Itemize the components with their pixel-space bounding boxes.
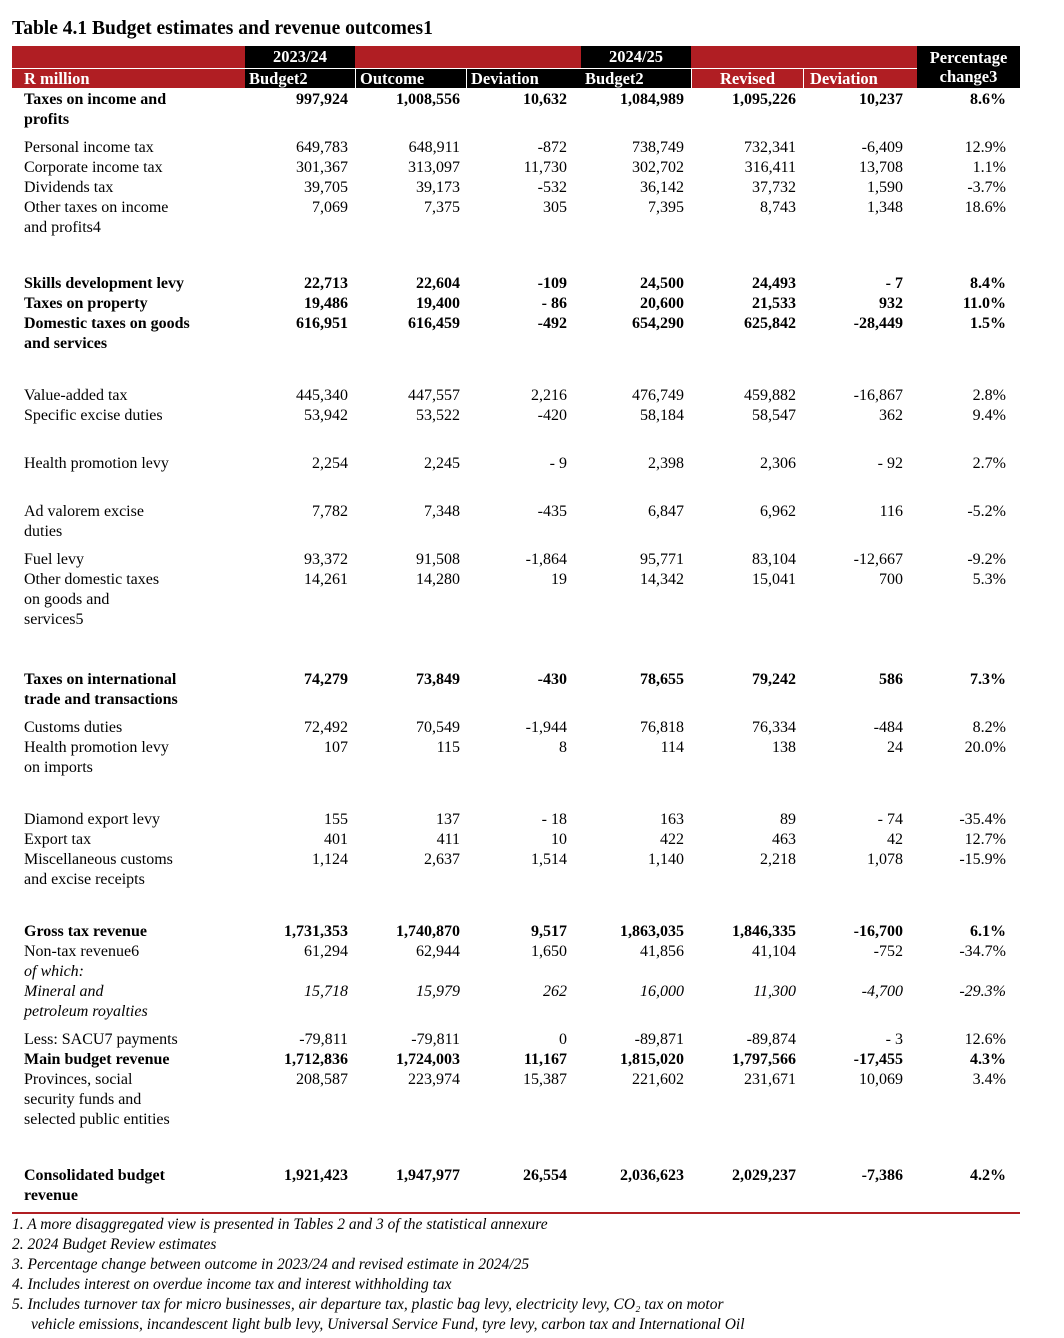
row-label: Provinces, social security funds and selected public entities <box>24 1071 170 1128</box>
cell-deviation-2024: - 92 <box>877 455 903 472</box>
cell-deviation-2024: 700 <box>879 571 903 588</box>
cell-deviation-2023: -435 <box>537 503 567 520</box>
cell-deviation-2024: -16,700 <box>853 923 903 940</box>
cell-revised-2024: 138 <box>772 739 796 756</box>
row-label: Skills development levy <box>24 275 185 292</box>
cell-deviation-2024: 116 <box>879 503 903 520</box>
cell-pct-change: 11.0% <box>962 295 1006 312</box>
row-label: Dividends tax <box>24 179 114 196</box>
cell-deviation-2023: 11,167 <box>523 1051 567 1068</box>
cell-deviation-2024: 1,590 <box>867 179 903 196</box>
row-label: Gross tax revenue <box>24 923 147 940</box>
cell-outcome-2023: 447,557 <box>408 387 460 404</box>
cell-outcome-2023: 313,097 <box>408 159 460 176</box>
cell-revised-2024: 8,743 <box>760 199 796 216</box>
cell-deviation-2024: -4,700 <box>861 983 903 1000</box>
row-label: Fuel levy <box>24 551 84 568</box>
cell-budget-2023: 7,069 <box>312 199 348 216</box>
cell-deviation-2023: 305 <box>543 199 567 216</box>
cell-deviation-2023: - 9 <box>549 455 567 472</box>
cell-deviation-2024: 10,237 <box>859 91 903 108</box>
cell-deviation-2023: - 18 <box>541 811 567 828</box>
col-revised-2024: Revised <box>692 69 803 88</box>
cell-outcome-2023: 2,245 <box>424 455 460 472</box>
row-label: Less: SACU7 payments <box>24 1031 178 1048</box>
cell-budget-2023: 616,951 <box>296 315 348 332</box>
header-blank-mid <box>355 46 581 68</box>
cell-revised-2024: 11,300 <box>753 983 796 1000</box>
cell-budget-2024: 476,749 <box>632 387 684 404</box>
cell-budget-2023: 301,367 <box>296 159 348 176</box>
cell-budget-2023: 19,486 <box>304 295 348 312</box>
cell-budget-2024: 2,036,623 <box>620 1167 684 1184</box>
cell-outcome-2023: 70,549 <box>416 719 460 736</box>
cell-deviation-2023: 10 <box>551 831 567 848</box>
cell-budget-2023: 74,279 <box>304 671 348 688</box>
cell-deviation-2023: -872 <box>537 139 567 156</box>
cell-outcome-2023: 7,375 <box>424 199 460 216</box>
cell-pct-change: -35.4% <box>959 811 1006 828</box>
cell-deviation-2023: 0 <box>559 1031 567 1048</box>
cell-deviation-2023: - 86 <box>541 295 567 312</box>
cell-pct-change: -3.7% <box>967 179 1006 196</box>
cell-pct-change: 8.4% <box>970 275 1006 292</box>
cell-budget-2023: 445,340 <box>296 387 348 404</box>
cell-outcome-2023: 7,348 <box>424 503 460 520</box>
footnote-5: 5. Includes turnover tax for micro businesses, air departure tax, plastic bag levy, electricity levy, CO₂ tax on motor <box>12 1296 724 1313</box>
cell-deviation-2023: 1,514 <box>531 851 567 868</box>
cell-budget-2023: 61,294 <box>304 943 348 960</box>
cell-revised-2024: 316,411 <box>744 159 796 176</box>
cell-deviation-2024: 362 <box>879 407 903 424</box>
cell-deviation-2024: -12,667 <box>853 551 903 568</box>
unit-label: R million <box>12 69 245 88</box>
cell-budget-2023: 1,712,836 <box>284 1051 348 1068</box>
cell-pct-change: 5.3% <box>972 571 1006 588</box>
cell-budget-2023: 1,731,353 <box>284 923 348 940</box>
cell-pct-change: -9.2% <box>967 551 1006 568</box>
row-label: Value-added tax <box>24 387 128 404</box>
cell-deviation-2024: 10,069 <box>859 1071 903 1088</box>
row-label: Health promotion levy <box>24 455 169 472</box>
cell-deviation-2024: 24 <box>887 739 903 756</box>
cell-pct-change: 2.7% <box>972 455 1006 472</box>
cell-budget-2023: 93,372 <box>304 551 348 568</box>
row-label: Domestic taxes on goods and services <box>24 315 190 352</box>
cell-budget-2024: 2,398 <box>648 455 684 472</box>
year-2024-label: 2024/25 <box>581 46 691 68</box>
header-blank-left <box>12 46 245 68</box>
cell-budget-2024: 78,655 <box>640 671 684 688</box>
cell-outcome-2023: 22,604 <box>416 275 460 292</box>
cell-outcome-2023: 115 <box>436 739 460 756</box>
cell-deviation-2024: -16,867 <box>853 387 903 404</box>
cell-revised-2024: 21,533 <box>752 295 796 312</box>
col-budget-2024: Budget2 <box>581 69 691 88</box>
cell-deviation-2023: 262 <box>543 983 567 1000</box>
cell-revised-2024: 58,547 <box>752 407 796 424</box>
cell-pct-change: 1.5% <box>970 315 1006 332</box>
row-label: Taxes on property <box>24 295 148 312</box>
cell-budget-2024: 422 <box>660 831 684 848</box>
year-2023-label: 2023/24 <box>245 46 355 68</box>
cell-deviation-2023: 11,730 <box>523 159 567 176</box>
row-label: Mineral and petroleum royalties <box>24 983 148 1020</box>
cell-budget-2024: 1,140 <box>648 851 684 868</box>
cell-deviation-2023: 26,554 <box>523 1167 567 1184</box>
cell-budget-2023: 208,587 <box>296 1071 348 1088</box>
cell-deviation-2024: 13,708 <box>859 159 903 176</box>
footnotes <box>12 1215 1052 1335</box>
cell-outcome-2023: 39,173 <box>416 179 460 196</box>
cell-budget-2023: 53,942 <box>304 407 348 424</box>
cell-deviation-2024: -484 <box>873 719 903 736</box>
cell-deviation-2023: 8 <box>559 739 567 756</box>
cell-pct-change: 18.6% <box>964 199 1006 216</box>
cell-pct-change: 4.3% <box>970 1051 1006 1068</box>
row-label: Main budget revenue <box>24 1051 170 1068</box>
table-header <box>12 46 1020 88</box>
cell-outcome-2023: 411 <box>436 831 460 848</box>
cell-deviation-2024: 932 <box>879 295 903 312</box>
cell-budget-2024: 738,749 <box>632 139 684 156</box>
row-label: Other domestic taxes on goods and services5 <box>24 571 160 628</box>
cell-deviation-2024: -28,449 <box>853 315 903 332</box>
cell-pct-change: 1.1% <box>972 159 1006 176</box>
cell-pct-change: 12.6% <box>964 1031 1006 1048</box>
cell-deviation-2023: -109 <box>537 275 567 292</box>
row-label: Non-tax revenue6 <box>24 943 140 960</box>
cell-pct-change: -34.7% <box>959 943 1006 960</box>
cell-revised-2024: 79,242 <box>752 671 796 688</box>
cell-pct-change: 6.1% <box>970 923 1006 940</box>
cell-pct-change: 3.4% <box>972 1071 1006 1088</box>
cell-outcome-2023: 62,944 <box>416 943 460 960</box>
cell-deviation-2023: -1,864 <box>525 551 567 568</box>
cell-revised-2024: 459,882 <box>744 387 796 404</box>
cell-deviation-2023: 19 <box>551 571 567 588</box>
cell-outcome-2023: 73,849 <box>416 671 460 688</box>
cell-budget-2023: 997,924 <box>296 91 348 108</box>
cell-budget-2023: 401 <box>324 831 348 848</box>
cell-outcome-2023: 616,459 <box>408 315 460 332</box>
cell-outcome-2023: 1,008,556 <box>396 91 460 108</box>
cell-pct-change: 9.4% <box>972 407 1006 424</box>
cell-budget-2024: 14,342 <box>640 571 684 588</box>
cell-budget-2024: 6,847 <box>648 503 684 520</box>
cell-deviation-2023: -1,944 <box>525 719 567 736</box>
row-label: Specific excise duties <box>24 407 163 424</box>
table-title: Table 4.1 Budget estimates and revenue outcomes1 <box>12 18 433 39</box>
pct-change-header <box>917 46 1020 88</box>
row-label: Customs duties <box>24 719 123 736</box>
cell-budget-2024: -89,871 <box>634 1031 684 1048</box>
cell-deviation-2024: 1,078 <box>867 851 903 868</box>
cell-outcome-2023: 223,974 <box>408 1071 460 1088</box>
cell-budget-2023: 7,782 <box>312 503 348 520</box>
cell-revised-2024: 89 <box>780 811 796 828</box>
cell-outcome-2023: 648,911 <box>408 139 460 156</box>
cell-outcome-2023: 1,740,870 <box>396 923 460 940</box>
cell-budget-2024: 163 <box>660 811 684 828</box>
col-budget-2023: Budget2 <box>245 69 355 88</box>
cell-budget-2023: 155 <box>324 811 348 828</box>
row-label: Other taxes on income and profits4 <box>24 199 169 236</box>
cell-budget-2024: 1,084,989 <box>620 91 684 108</box>
cell-revised-2024: 625,842 <box>744 315 796 332</box>
cell-revised-2024: 76,334 <box>752 719 796 736</box>
row-label: Diamond export levy <box>24 811 160 828</box>
cell-pct-change: 12.7% <box>964 831 1006 848</box>
cell-pct-change: -15.9% <box>959 851 1006 868</box>
cell-deviation-2024: -17,455 <box>853 1051 903 1068</box>
cell-pct-change: -29.3% <box>959 983 1006 1000</box>
cell-outcome-2023: 53,522 <box>416 407 460 424</box>
cell-pct-change: 8.2% <box>972 719 1006 736</box>
cell-deviation-2023: -532 <box>537 179 567 196</box>
header-blank-right <box>691 46 917 68</box>
cell-deviation-2024: - 3 <box>885 1031 903 1048</box>
cell-deviation-2024: - 7 <box>885 275 903 292</box>
cell-deviation-2024: - 74 <box>877 811 903 828</box>
pct-line1: Percentage <box>929 48 1008 67</box>
pct-line2: change3 <box>939 67 998 86</box>
cell-pct-change: 7.3% <box>970 671 1006 688</box>
row-label: Export tax <box>24 831 92 848</box>
cell-pct-change: 20.0% <box>964 739 1006 756</box>
cell-deviation-2024: 42 <box>887 831 903 848</box>
cell-budget-2024: 1,863,035 <box>620 923 684 940</box>
cell-revised-2024: 1,797,566 <box>732 1051 796 1068</box>
row-label: Ad valorem excise duties <box>24 503 144 540</box>
cell-budget-2023: 39,705 <box>304 179 348 196</box>
cell-revised-2024: 24,493 <box>752 275 796 292</box>
footnote-3: 3. Percentage change between outcome in 2023/24 and revised estimate in 2024/25 <box>12 1256 530 1273</box>
cell-budget-2023: 1,921,423 <box>284 1167 348 1184</box>
col-outcome-2023: Outcome <box>356 69 466 88</box>
cell-outcome-2023: 15,979 <box>416 983 460 1000</box>
cell-deviation-2023: -420 <box>537 407 567 424</box>
cell-outcome-2023: -79,811 <box>411 1031 460 1048</box>
cell-budget-2023: 72,492 <box>304 719 348 736</box>
cell-revised-2024: 2,306 <box>760 455 796 472</box>
cell-budget-2024: 95,771 <box>640 551 684 568</box>
cell-budget-2024: 58,184 <box>640 407 684 424</box>
cell-budget-2024: 20,600 <box>640 295 684 312</box>
row-label: Personal income tax <box>24 139 154 156</box>
cell-budget-2024: 114 <box>660 739 684 756</box>
cell-deviation-2023: -492 <box>537 315 567 332</box>
cell-pct-change: -5.2% <box>967 503 1006 520</box>
cell-budget-2024: 302,702 <box>632 159 684 176</box>
cell-budget-2024: 24,500 <box>640 275 684 292</box>
cell-revised-2024: 732,341 <box>744 139 796 156</box>
cell-revised-2024: 463 <box>772 831 796 848</box>
cell-outcome-2023: 1,724,003 <box>396 1051 460 1068</box>
row-label: Taxes on income and profits <box>24 91 167 128</box>
row-label: Consolidated budget revenue <box>24 1167 165 1204</box>
cell-revised-2024: 2,029,237 <box>732 1167 796 1184</box>
cell-outcome-2023: 1,947,977 <box>396 1167 460 1184</box>
cell-deviation-2023: 9,517 <box>531 923 567 940</box>
cell-deviation-2024: -7,386 <box>861 1167 903 1184</box>
cell-deviation-2023: 15,387 <box>523 1071 567 1088</box>
cell-pct-change: 2.8% <box>972 387 1006 404</box>
cell-outcome-2023: 137 <box>436 811 460 828</box>
row-label: Miscellaneous customs and excise receipts <box>24 851 173 888</box>
cell-budget-2024: 221,602 <box>632 1071 684 1088</box>
cell-revised-2024: 2,218 <box>760 851 796 868</box>
cell-deviation-2024: -6,409 <box>861 139 903 156</box>
cell-budget-2024: 76,818 <box>640 719 684 736</box>
col-deviation-2023: Deviation <box>467 69 581 88</box>
cell-revised-2024: 231,671 <box>744 1071 796 1088</box>
cell-deviation-2023: -430 <box>537 671 567 688</box>
col-deviation-2024: Deviation <box>804 69 917 88</box>
cell-outcome-2023: 91,508 <box>416 551 460 568</box>
cell-budget-2024: 36,142 <box>640 179 684 196</box>
cell-pct-change: 8.6% <box>970 91 1006 108</box>
cell-deviation-2024: 1,348 <box>867 199 903 216</box>
cell-budget-2023: 15,718 <box>304 983 348 1000</box>
footnote-2: 2. 2024 Budget Review estimates <box>12 1236 217 1253</box>
row-label: Health promotion levy on imports <box>24 739 169 776</box>
footnote-1: 1. A more disaggregated view is presented in Tables 2 and 3 of the statistical annexure <box>12 1216 548 1233</box>
cell-budget-2024: 16,000 <box>640 983 684 1000</box>
cell-deviation-2023: 10,632 <box>523 91 567 108</box>
cell-outcome-2023: 19,400 <box>416 295 460 312</box>
cell-deviation-2024: 586 <box>879 671 903 688</box>
cell-revised-2024: 15,041 <box>752 571 796 588</box>
cell-deviation-2023: 2,216 <box>531 387 567 404</box>
cell-deviation-2024: -752 <box>873 943 903 960</box>
cell-revised-2024: 37,732 <box>752 179 796 196</box>
cell-budget-2023: 22,713 <box>304 275 348 292</box>
row-label: Taxes on international trade and transactions <box>24 671 178 708</box>
cell-revised-2024: 41,104 <box>752 943 796 960</box>
cell-budget-2023: 107 <box>324 739 348 756</box>
cell-pct-change: 12.9% <box>964 139 1006 156</box>
cell-pct-change: 4.2% <box>970 1167 1006 1184</box>
cell-budget-2023: 1,124 <box>312 851 348 868</box>
cell-budget-2024: 1,815,020 <box>620 1051 684 1068</box>
cell-budget-2023: 2,254 <box>312 455 348 472</box>
cell-deviation-2023: 1,650 <box>531 943 567 960</box>
footnote-4: 4. Includes interest on overdue income tax and interest withholding tax <box>12 1276 452 1293</box>
cell-revised-2024: 6,962 <box>760 503 796 520</box>
cell-budget-2023: 14,261 <box>304 571 348 588</box>
cell-budget-2023: 649,783 <box>296 139 348 156</box>
cell-budget-2023: -79,811 <box>299 1031 348 1048</box>
cell-budget-2024: 654,290 <box>632 315 684 332</box>
cell-revised-2024: -89,874 <box>746 1031 796 1048</box>
cell-revised-2024: 83,104 <box>752 551 796 568</box>
footnote-5-cont: vehicle emissions, incandescent light bulb levy, Universal Service Fund, tyre levy, carbon tax and International Oil <box>31 1316 745 1333</box>
cell-budget-2024: 41,856 <box>640 943 684 960</box>
footnote-rule <box>12 1212 1020 1214</box>
cell-outcome-2023: 2,637 <box>424 851 460 868</box>
row-label: Corporate income tax <box>24 159 163 176</box>
cell-budget-2024: 7,395 <box>648 199 684 216</box>
cell-revised-2024: 1,846,335 <box>732 923 796 940</box>
row-label: of which: <box>24 963 84 980</box>
cell-revised-2024: 1,095,226 <box>732 91 796 108</box>
cell-outcome-2023: 14,280 <box>416 571 460 588</box>
